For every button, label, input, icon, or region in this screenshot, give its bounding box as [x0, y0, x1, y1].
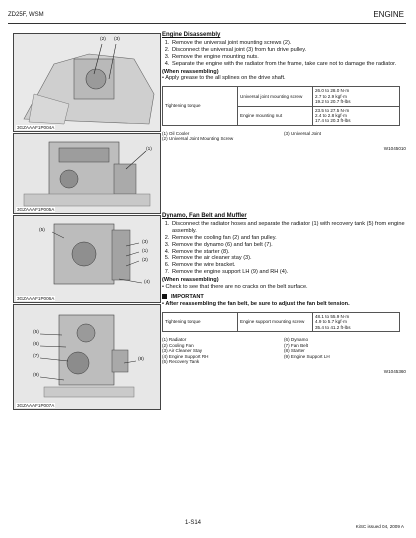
step-list	[162, 40, 406, 68]
callout-8: (8)	[138, 357, 144, 362]
figure-caption: 3GZAAAF1P006A	[17, 296, 55, 301]
torque-value: 23.5 to 27.5 N·m	[315, 107, 350, 113]
step: 1. Disconnect the radiator hoses and separate the radiator (1) with recovery tank (5) from engine assembly.	[171, 221, 406, 235]
important-note: • After reassembling the fan belt, be sure to adjust the fan belt tension.	[162, 300, 350, 307]
step: 7. Remove the engine support LH (9) and RH (4).	[171, 269, 406, 276]
parts-legend	[162, 131, 406, 142]
figure-oil-cooler	[13, 133, 161, 214]
torque-value: 2.4 to 2.8 kgf·m	[315, 112, 347, 118]
callout-1: (1)	[142, 249, 148, 254]
important-heading	[162, 294, 406, 301]
important-label: IMPORTANT	[171, 293, 204, 300]
section-dynamo-fan-belt-muffler	[162, 213, 406, 376]
step: 2. Remove the cooling fan (2) and fan pulley.	[171, 235, 406, 242]
torque-value: 4.9 to 5.7 kgf·m	[315, 319, 347, 325]
issue-info: KiSC issued 04, 2009 A	[355, 524, 404, 529]
parts-legend	[162, 337, 406, 365]
figure-caption: 3GZAAAF1P005A	[17, 207, 55, 212]
callout-2: (2)	[100, 37, 106, 42]
torque-value: 17.4 to 20.3 ft-lbs	[315, 118, 351, 124]
reference-code: W1045010	[383, 145, 406, 151]
callout-6: (6)	[33, 342, 39, 347]
reassembly-note: • Apply grease to the all splines on the drive shaft.	[162, 75, 286, 82]
torque-table	[162, 86, 400, 125]
legend-item	[284, 136, 406, 142]
torque-value: 26.0 to 28.0 N·m	[315, 88, 350, 94]
callout-7: (7)	[33, 354, 39, 359]
callout-5: (5)	[33, 330, 39, 335]
callout-3: (3)	[142, 240, 148, 245]
reassembly-note-text: Check to see that there are no cracks on the belt surface.	[165, 284, 308, 291]
legend-item: (1) Radiator	[162, 337, 187, 342]
torque-value: 48.1 to 55.9 N·m	[315, 313, 350, 319]
step: 4. Remove the starter (8).	[171, 249, 406, 256]
figure-engine-assembly-drawing	[14, 216, 160, 302]
section-title: Engine Disassembly	[162, 32, 221, 38]
reassembly-heading: (When reassembling)	[162, 277, 219, 284]
torque-item: Engine mounting nut	[238, 106, 313, 125]
reference-code: W1045360	[383, 368, 406, 374]
section-title: Dynamo, Fan Belt and Muffler	[162, 213, 247, 219]
callout-4: (4)	[144, 280, 150, 285]
header-manual-id: ZD25F, WSM	[8, 12, 44, 18]
step: 6. Remove the wire bracket.	[171, 262, 406, 269]
figure-oil-cooler-drawing	[14, 134, 160, 213]
torque-label: Tightening torque	[163, 312, 238, 331]
page-number: 1-S14	[185, 520, 202, 526]
step-list	[162, 221, 406, 276]
step: 3. Remove the dynamo (6) and fan belt (7).	[171, 242, 406, 249]
torque-values	[313, 312, 400, 331]
section-engine-disassembly	[162, 32, 406, 153]
torque-item: Engine support mounting screw	[238, 312, 313, 331]
torque-value: 19.2 to 20.7 ft-lbs	[315, 99, 351, 105]
step: 4. Separate the engine with the radiator from the frame, take care not to damage the radiator.	[171, 61, 406, 68]
torque-item: Universal joint mounting screw	[238, 87, 313, 106]
legend-item: (2) Cooling Fan	[162, 342, 194, 348]
legend-item: (4) Engine Support RH	[162, 353, 209, 359]
callout-1: (1)	[146, 147, 152, 152]
torque-value: 2.7 to 2.9 kgf·m	[315, 93, 347, 99]
callout-2: (2)	[142, 258, 148, 263]
legend-item: (7) Fan Belt	[284, 342, 308, 348]
step: 5. Remove the air cleaner stay (3).	[171, 255, 406, 262]
step: 2. Disconnect the universal joint (3) from fun drive pulley.	[171, 47, 406, 54]
legend-item: (9) Engine Support LH	[284, 353, 330, 359]
torque-value: 35.4 to 41.2 ft-lbs	[315, 324, 351, 330]
figure-caption: 3GZAAAF1P007A	[17, 403, 55, 408]
torque-values	[313, 106, 400, 125]
torque-values	[313, 87, 400, 106]
legend-item: (5) Recovery Tank	[162, 359, 200, 365]
figure-dynamo-fan-belt	[13, 304, 161, 410]
legend-item: (1) Oil Cooler	[162, 130, 190, 136]
legend-item: (8) Starter	[284, 348, 305, 354]
legend-item: (3) Universal Joint	[284, 130, 322, 136]
callout-9: (9)	[33, 373, 39, 378]
figure-caption: 3GZAAAF1P004A	[17, 125, 55, 130]
legend-item: (2) Universal Joint Mounting Screw	[162, 136, 234, 142]
step: 3. Remove the engine mounting nuts.	[171, 54, 406, 61]
reassembly-note: • Check to see that there are no cracks on the belt surface.	[162, 284, 308, 291]
legend-item	[284, 359, 406, 365]
step: 1. Remove the universal joint mounting screws (2).	[171, 40, 406, 47]
torque-label: Tightening torque	[163, 87, 238, 125]
figure-universal-joint	[13, 33, 161, 132]
callout-5: (5)	[39, 228, 45, 233]
torque-table	[162, 312, 400, 332]
figure-universal-joint-drawing	[14, 34, 160, 131]
important-note-text: After reassembling the fan belt, be sure to adjust the fan belt tension.	[165, 300, 350, 307]
reassembly-heading: (When reassembling)	[162, 68, 219, 75]
legend-item: (3) Air Cleaner Stay	[162, 348, 203, 354]
header-section-title: ENGINE	[373, 10, 404, 19]
header-divider	[8, 23, 406, 24]
reassembly-note-text: Apply grease to the all splines on the drive shaft.	[165, 75, 286, 82]
figure-engine-assembly	[13, 215, 161, 303]
important-icon	[162, 294, 167, 299]
legend-item: (6) Dynamo	[284, 337, 308, 342]
callout-3: (3)	[114, 37, 120, 42]
